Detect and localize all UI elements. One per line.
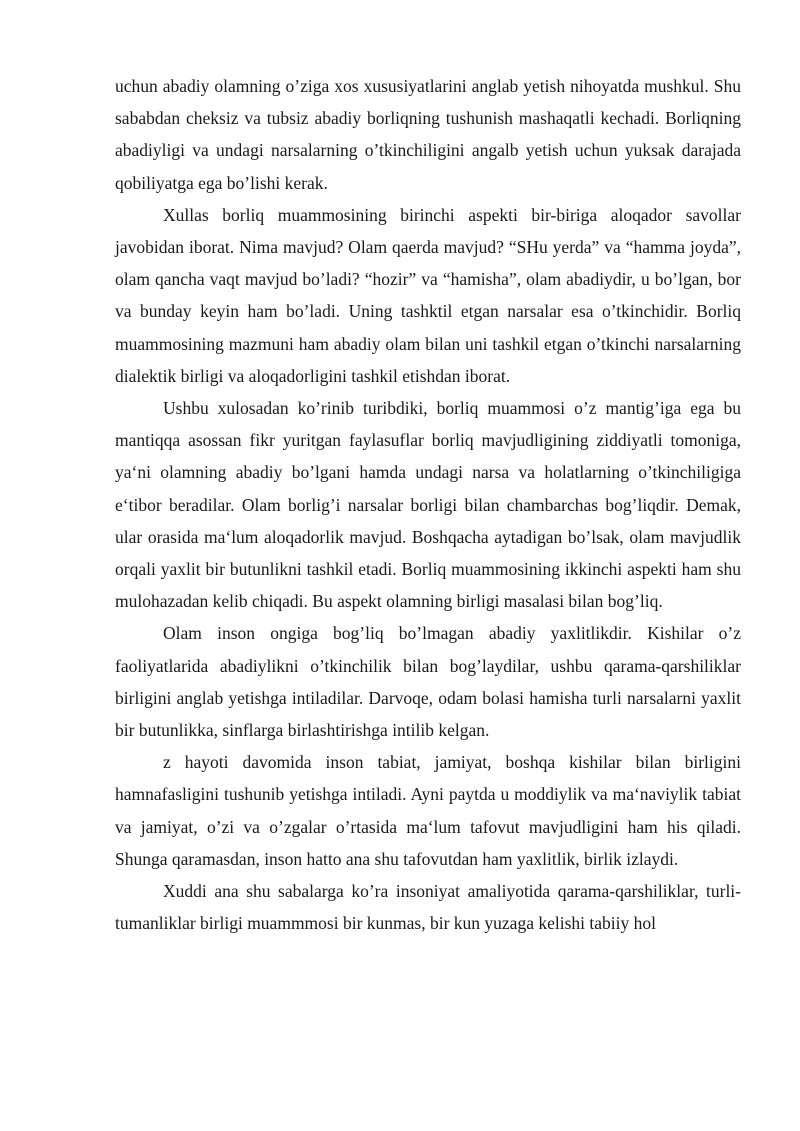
document-page <box>115 70 741 939</box>
paragraph-first-aspect: Xullas borliq muammosining birinchi aspekti bir-biriga aloqador savollar javobidan iborat. Nima mavjud? Olam qaerda mavjud? “SHu yerda” va “hamma joyda”, olam qancha vaqt mavjud bo’ladi? “hozir” va “hamisha”, olam abadiydir, u bo’lgan, bor va bunday keyin ham bo’ladi. Uning tashktil etgan narsalar esa o’tkinchidir. Borliq muammosining mazmuni ham abadiy olam bilan uni tashkil etgan o’tkinchi narsalarning dialektik birligi va aloqadorligini tashkil etishdan iborat. <box>115 204 741 386</box>
paragraph-human-life: z hayoti davomida inson tabiat, jamiyat, boshqa kishilar bilan birligini hamnafasligini tushunib yetishga intiladi. Ayni paytda u moddiylik va ma‘naviylik tabiat va jamiyat, o’zi va o’zgalar o’rtasida ma‘lum tafovut mavjudligini ham his qiladi. Shunga qaramasdan, inson hatto ana shu tafovutdan ham yaxlitlik, birlik izlaydi. <box>115 752 741 869</box>
paragraph-final: Xuddi ana shu sabalarga ko’ra insoniyat amaliyotida qarama-qarshiliklar, turli-tumanliklar birligi muammmosi bir kunmas, bir kun yuzaga kelishi tabiiy hol <box>115 881 741 934</box>
paragraph-continuation: uchun abadiy olamning o’ziga xos xususiyatlarini anglab yetish nihoyatda mushkul. Shu sababdan cheksiz va tubsiz abadiy borliqning tushunish mashaqatli kechadi. Borliqning abadiyligi va undagi narsalarning o’tkinchiligini angalb yetish uchun yuksak darajada qobiliyatga ega bo’lishi kerak. <box>115 76 741 193</box>
paragraph-conclusion: Ushbu xulosadan ko’rinib turibdiki, borliq muammosi o’z mantig’iga ega bu mantiqqa asossan fikr yuritgan faylasuflar borliq mavjudligining ziddiyatli tomoniga, ya‘ni olamning abadiy bo’lgani hamda undagi narsa va holatlarning o’tkinchiligiga e‘tibor beradilar. Olam borlig’i narsalar borligi bilan chambarchas bog’liqdir. Demak, ular orasida ma‘lum aloqadorlik mavjud. Boshqacha aytadigan bo’lsak, olam mavjudlik orqali yaxlit bir butunlikni tashkil etadi. Borliq muammosining ikkinchi aspekti ham shu mulohazadan kelib chiqadi. Bu aspekt olamning birligi masalasi bilan bog’liq. <box>115 398 741 612</box>
paragraph-world-unity: Olam inson ongiga bog’liq bo’lmagan abadiy yaxlitlikdir. Kishilar o’z faoliyatlarida abadiylikni o’tkinchilik bilan bog’laydilar, ushbu qarama-qarshiliklar birligini anglab yetishga intiladilar. Darvoqe, odam bolasi hamisha turli narsalarni yaxlit bir butunlikka, sinflarga birlashtirishga intilib kelgan. <box>115 623 741 741</box>
